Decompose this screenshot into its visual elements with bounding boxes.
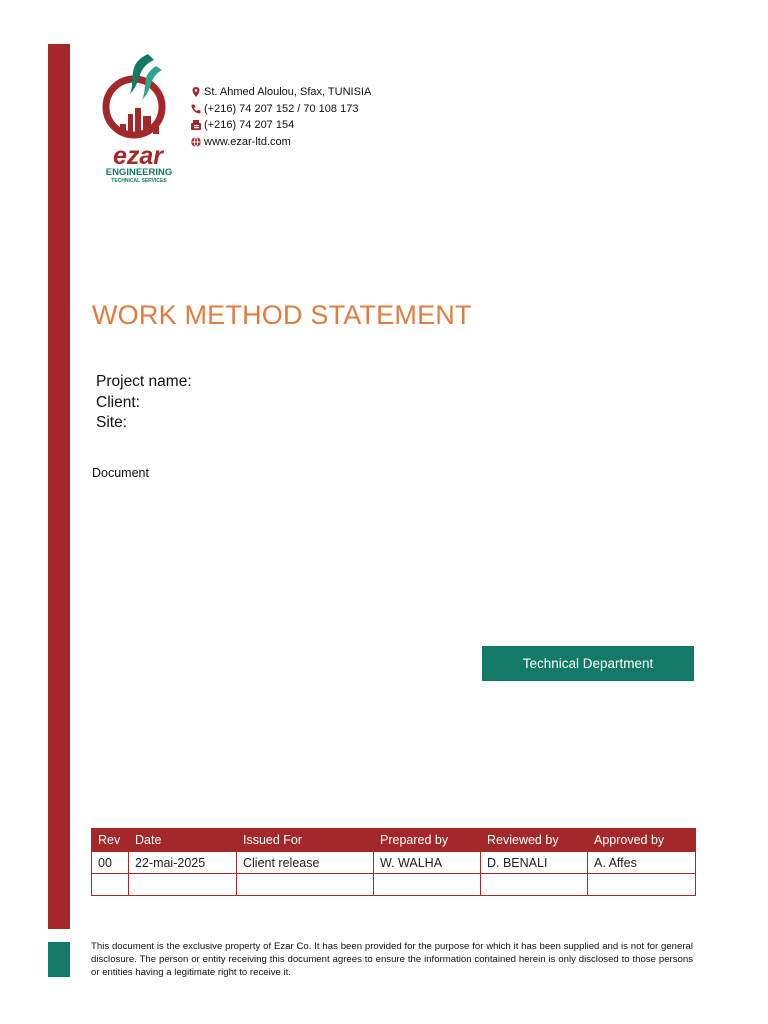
ezar-logo-graphic (96, 50, 182, 184)
cell-reviewed-by: D. BENALI (481, 852, 588, 874)
phone-icon (190, 103, 202, 115)
cell-date: 22-mai-2025 (129, 852, 237, 874)
project-name-label: Project name: (96, 373, 192, 390)
document-label: Document (92, 466, 149, 480)
header-date: Date (129, 829, 237, 852)
cell-prepared-by (374, 874, 481, 896)
cell-approved-by (588, 874, 696, 896)
contact-phone (190, 101, 371, 118)
header-rev: Rev (92, 829, 129, 852)
contact-website (190, 134, 371, 151)
cell-issued-for (237, 874, 374, 896)
fax-icon (190, 119, 202, 131)
project-info (96, 372, 192, 434)
cell-rev (92, 874, 129, 896)
revision-table-header (92, 829, 696, 852)
document-title: WORK METHOD STATEMENT (92, 300, 472, 330)
phone-text: (+216) 74 207 152 / 70 108 173 (204, 102, 359, 115)
header-approved-by: Approved by (588, 829, 696, 852)
table-row (92, 852, 696, 874)
contact-address (190, 84, 371, 101)
left-accent-bar-green (48, 942, 70, 977)
logo-subtitle-engineering: ENGINEERING (105, 167, 173, 178)
client-label: Client: (96, 393, 140, 411)
cell-issued-for: Client release (237, 852, 374, 874)
revision-table (91, 828, 696, 896)
department-badge (482, 646, 694, 681)
contact-block (190, 84, 371, 150)
header-prepared-by: Prepared by (374, 829, 481, 852)
address-text: St. Ahmed Aloulou, Sfax, TUNISIA (204, 86, 372, 98)
header-reviewed-by: Reviewed by (481, 829, 588, 852)
cell-prepared-by: W. WALHA (374, 852, 481, 874)
logo-wordmark: ezar (112, 142, 164, 170)
cell-date (129, 874, 237, 896)
table-row (92, 874, 696, 896)
location-pin-icon (190, 86, 202, 98)
website-link[interactable]: www.ezar-ltd.com (204, 135, 291, 148)
department-text: Technical Department (522, 656, 654, 671)
fax-text: (+216) 74 207 154 (204, 119, 295, 131)
globe-icon (190, 136, 202, 148)
disclaimer-text: This document is the exclusive property of Ezar Co. It has been provided for the purpose for which it has been supplied and is not for general disclosure. The person or entity receiving this document agrees to ensure the information contained herein is only disclosed to those persons or entities having a legitimate right to receive it. (91, 941, 693, 978)
left-accent-bar-red (48, 44, 70, 929)
logo-subtitle-technical: TECHNICAL SERVICES (111, 178, 167, 184)
company-logo (96, 50, 182, 184)
site-label: Site: (96, 414, 128, 431)
cell-reviewed-by (481, 874, 588, 896)
cell-rev: 00 (92, 852, 129, 874)
header-issued-for: Issued For (237, 829, 374, 852)
cell-approved-by: A. Affes (588, 852, 696, 874)
contact-fax (190, 117, 371, 134)
